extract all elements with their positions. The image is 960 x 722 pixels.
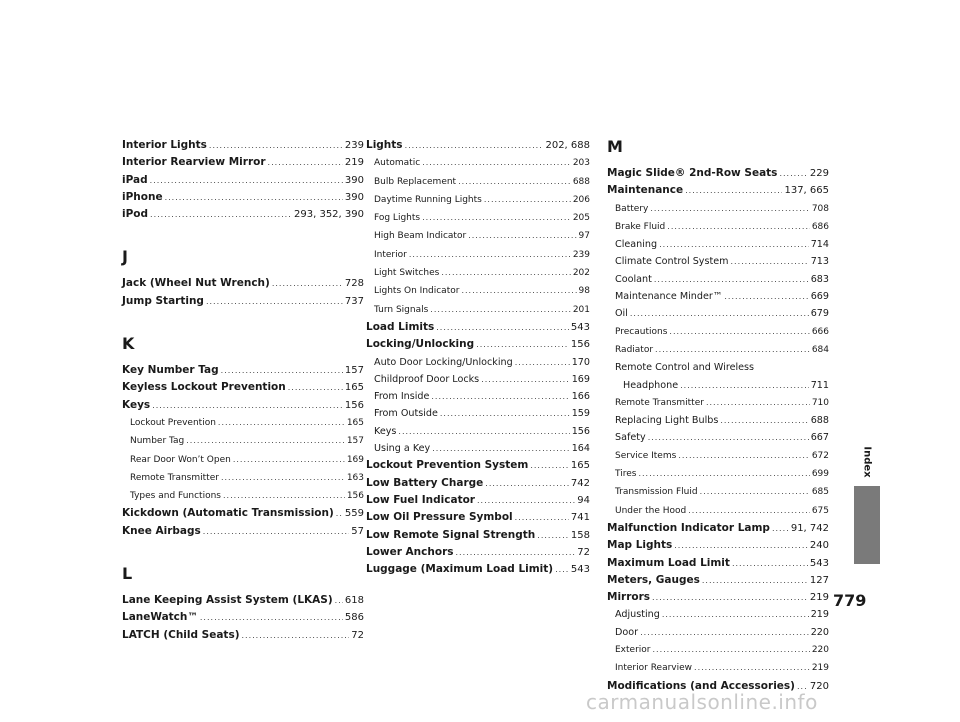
index-subentry[interactable]: Rear Door Won’t Open ..... 169 [122,451,364,469]
index-subentry[interactable]: Service Items ..... 672 [607,447,829,465]
index-entry[interactable]: iPhone ..... 390 [122,189,364,206]
index-entry[interactable]: Jack (Wheel Nut Wrench) ..... 728 [122,275,364,292]
index-entry[interactable]: Locking/Unlocking ..... 156 [366,336,590,353]
index-subentry[interactable]: Oil ..... 679 [607,305,829,322]
index-entry[interactable]: Key Number Tag ..... 157 [122,362,364,379]
index-entry[interactable]: Modifications (and Accessories) ..... 720 [607,678,829,695]
index-subentry[interactable]: Under the Hood ..... 675 [607,502,829,520]
index-side-tab[interactable] [854,486,880,564]
index-subentry[interactable]: Maintenance Minder™ ..... 669 [607,288,829,305]
index-subentry[interactable]: Auto Door Locking/Unlocking ..... 170 [366,354,590,371]
page-number: 779 [833,591,867,610]
index-subentry[interactable]: Precautions ..... 666 [607,323,829,341]
index-subentry[interactable]: Climate Control System ..... 713 [607,253,829,270]
index-subentry[interactable]: Keys ..... 156 [366,423,590,440]
index-subentry[interactable]: Battery ..... 708 [607,200,829,218]
watermark: carmanualsonline.info [586,690,818,714]
index-subentry[interactable]: Remote Transmitter ..... 163 [122,469,364,487]
index-subentry[interactable]: Cleaning ..... 714 [607,236,829,253]
index-subentry[interactable]: Transmission Fluid ..... 685 [607,483,829,501]
index-subentry[interactable]: Interior ..... 239 [366,246,590,264]
index-subentry[interactable]: Turn Signals ..... 201 [366,301,590,319]
index-subentry[interactable]: Types and Functions ..... 156 [122,487,364,505]
index-subentry[interactable]: Brake Fluid ..... 686 [607,218,829,236]
index-subentry[interactable]: Daytime Running Lights ..... 206 [366,191,590,209]
index-subentry[interactable]: Radiator ..... 684 [607,341,829,359]
index-entry[interactable]: Kickdown (Automatic Transmission) ..... 559 [122,505,364,522]
index-entry[interactable]: LATCH (Child Seats) ..... 72 [122,627,364,644]
index-subentry[interactable]: From Inside ..... 166 [366,388,590,405]
index-subentry[interactable]: Remote Transmitter ..... 710 [607,394,829,412]
index-subentry[interactable]: Replacing Light Bulbs ..... 688 [607,412,829,429]
side-tab-label: Index [861,446,873,478]
index-subentry[interactable]: Number Tag ..... 157 [122,432,364,450]
index-entry[interactable]: iPad ..... 390 [122,172,364,189]
index-subentry[interactable]: Door ..... 220 [607,624,829,641]
index-entry[interactable]: Load Limits ..... 543 [366,319,590,336]
index-column-2 [366,137,590,578]
index-entry[interactable]: Knee Airbags ..... 57 [122,523,364,540]
index-entry[interactable]: Malfunction Indicator Lamp ..... 91, 742 [607,520,829,537]
index-subentry[interactable]: Safety ..... 667 [607,429,829,446]
index-subentry[interactable]: Coolant ..... 683 [607,271,829,288]
index-subentry[interactable]: Fog Lights ..... 205 [366,209,590,227]
index-entry[interactable]: Low Remote Signal Strength ..... 158 [366,527,590,544]
index-subentry[interactable]: From Outside ..... 159 [366,405,590,422]
index-subentry[interactable]: Remote Control and Wireless [615,362,755,374]
index-entry[interactable]: Lights ..... 202, 688 [366,137,590,154]
index-entry[interactable]: Lower Anchors ..... 72 [366,544,590,561]
index-column-3 [607,137,829,695]
index-entry[interactable]: Magic Slide® 2nd-Row Seats ..... 229 [607,165,829,182]
index-entry[interactable]: Map Lights ..... 240 [607,537,829,554]
section-letter-k: K [122,334,135,354]
index-entry[interactable]: Keyless Lockout Prevention ..... 165 [122,379,364,396]
index-subentry[interactable]: Lockout Prevention ..... 165 [122,414,364,432]
index-subentry[interactable]: Adjusting ..... 219 [607,606,829,623]
index-entry[interactable]: Low Oil Pressure Symbol ..... 741 [366,509,590,526]
index-entry[interactable]: Low Battery Charge ..... 742 [366,475,590,492]
index-subentry[interactable]: Exterior ..... 220 [607,641,829,659]
index-entry[interactable]: Lane Keeping Assist System (LKAS) ..... 618 [122,592,364,609]
index-entry[interactable]: LaneWatch™ ..... 586 [122,609,364,626]
index-subentry[interactable]: Interior Rearview ..... 219 [607,659,829,677]
index-entry[interactable]: Interior Rearview Mirror ..... 219 [122,154,364,171]
index-subentry[interactable]: Lights On Indicator ..... 98 [366,282,590,300]
section-letter-l: L [122,564,133,584]
index-subentry[interactable]: Tires ..... 699 [607,465,829,483]
index-entry[interactable]: Interior Lights ..... 239 [122,137,364,154]
index-subentry-continued[interactable]: Headphone ..... 711 [607,377,829,394]
section-letter-j: J [122,247,128,267]
index-subentry[interactable]: Bulb Replacement ..... 688 [366,173,590,191]
index-entry[interactable]: Maximum Load Limit ..... 543 [607,555,829,572]
index-subentry[interactable]: Automatic ..... 203 [366,154,590,172]
index-entry[interactable]: Luggage (Maximum Load Limit) ..... 543 [366,561,590,578]
index-subentry[interactable]: High Beam Indicator ..... 97 [366,227,590,245]
index-entry[interactable]: Jump Starting ..... 737 [122,293,364,310]
index-column-1 [122,137,364,644]
index-subentry[interactable]: Light Switches ..... 202 [366,264,590,282]
index-entry[interactable]: Maintenance ..... 137, 665 [607,182,829,199]
index-entry[interactable]: Mirrors ..... 219 [607,589,829,606]
index-entry[interactable]: Meters, Gauges ..... 127 [607,572,829,589]
index-entry[interactable]: Keys ..... 156 [122,397,364,414]
index-entry[interactable]: Lockout Prevention System ..... 165 [366,457,590,474]
index-subentry[interactable]: Using a Key ..... 164 [366,440,590,457]
index-entry[interactable]: Low Fuel Indicator ..... 94 [366,492,590,509]
index-subentry[interactable]: Childproof Door Locks ..... 169 [366,371,590,388]
index-entry[interactable]: iPod ..... 293, 352, 390 [122,206,364,223]
section-letter-m: M [607,137,623,156]
